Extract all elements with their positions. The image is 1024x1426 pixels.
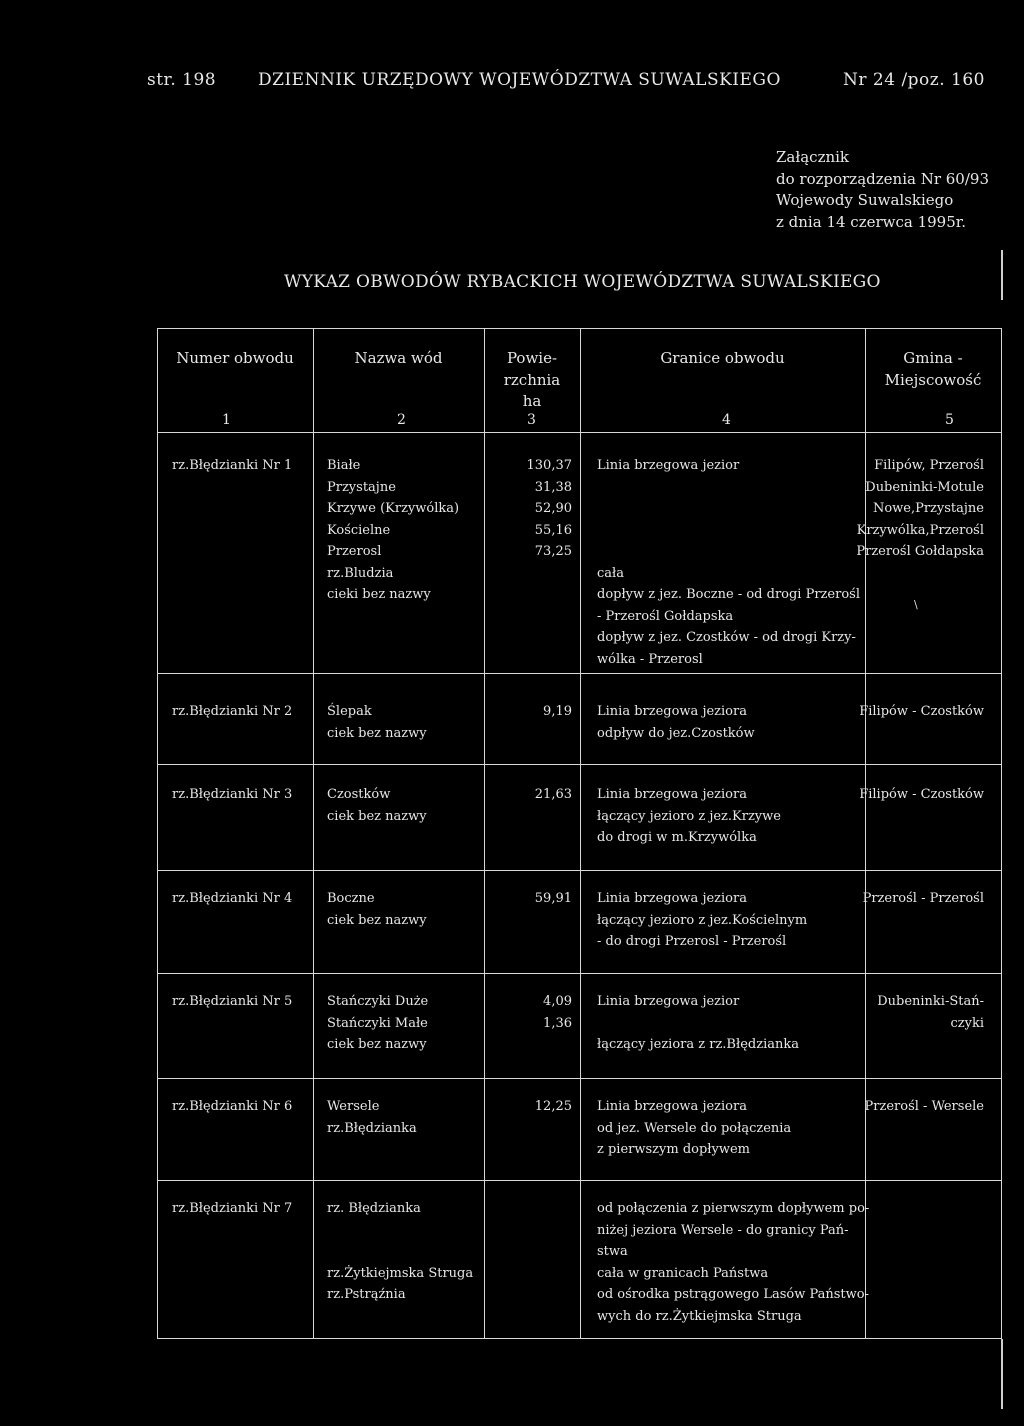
table-row-6-gmina: Przerośl - Wersele [864,1099,984,1114]
table-row-2-gmina: Filipów - Czostków [859,704,984,719]
table-row-6-numer: rz.Błędzianki Nr 6 [172,1099,293,1114]
journal-title: DZIENNIK URZĘDOWY WOJEWÓDZTWA SUWALSKIEGO [258,70,781,90]
column-number: 1 [222,412,231,428]
table-row-4-nazwa: Boczne ciek bez nazwy [327,891,427,928]
table-row-3-granice: Linia brzegowa jeziora łączący jezioro z jez.Krzywe do drogi w m.Krzywólka [597,787,781,845]
table-row-4-gmina: Przerośl - Przerośl [862,891,984,906]
column-border [1001,328,1002,1339]
table-row-2-nazwa: Ślepak ciek bez nazwy [327,704,427,741]
table-row-6-granice: Linia brzegowa jeziora od jez. Wersele do połączenia z pierwszym dopływem [597,1099,792,1157]
table-row-5-nazwa: Stańczyki Duże Stańczyki Małe ciek bez nazwy [327,994,429,1052]
header-powierzchnia: Powie- rzchnia ha [503,349,561,410]
table-row-4-powierzchnia: 59,91 [534,891,572,906]
scan-edge-mark [1001,250,1003,300]
table-row-3-powierzchnia: 21,63 [534,787,572,802]
column-border [580,328,581,1339]
column-number: 2 [397,412,406,428]
table-row-6-nazwa: Wersele rz.Błędzianka [327,1099,417,1136]
table-row-1-powierzchnia: 130,37 31,38 52,90 55,16 73,25 [526,458,572,559]
table-row-5-numer: rz.Błędzianki Nr 5 [172,994,293,1009]
column-border [484,328,485,1339]
table-row-1-nazwa: Białe Przystajne Krzywe (Krzywólka) Kościelne Przerosl rz.Bludzia cieki bez nazwy [327,458,460,602]
table-row-7-granice: od połączenia z pierwszym dopływem po- niżej jeziora Wersele - do granicy Pań- stwa cała w granicach Państwa od ośrodka pstrągowego Lasów Państwo- wych do rz.Żytkiejmska Struga [597,1201,870,1324]
annex-line: z dnia 14 czerwca 1995r. [776,212,967,231]
column-number: 3 [527,412,536,428]
table-row-1-gmina: Filipów, Przerośl Dubeninki-Motule Nowe,Przystajne Krzywólka,Przerośl Przerośl Gołdapska [856,458,984,559]
header-granice-obwodu: Granice obwodu [660,349,785,367]
scan-edge-mark [1001,1339,1003,1409]
column-border [157,328,158,1339]
table-row-3-gmina: Filipów - Czostków [859,787,984,802]
issue-number: Nr 24 /poz. 160 [843,70,985,90]
column-number: 5 [945,412,954,428]
table-row-7-nazwa: rz. Błędzianka rz.Żytkiejmska Struga rz.Pstrąźnia [327,1201,474,1302]
annex-line: Załącznik [776,148,850,166]
table-row-4-numer: rz.Błędzianki Nr 4 [172,891,293,906]
table-row-2-granice: Linia brzegowa jeziora odpływ do jez.Czostków [597,704,755,741]
header-gmina: Gmina - Miejscowość [884,349,982,389]
table-row-5-gmina: Dubeninki-Stań- czyki [877,994,984,1031]
annex-note [776,146,989,232]
table-row-5-powierzchnia: 4,09 1,36 [543,994,572,1031]
column-number: 4 [722,412,731,428]
table-row-6-powierzchnia: 12,25 [534,1099,572,1114]
header-nazwa-wod: Nazwa wód [354,349,443,367]
table-row-1-numer: rz.Błędzianki Nr 1 [172,458,293,473]
document-title: WYKAZ OBWODÓW RYBACKICH WOJEWÓDZTWA SUWALSKIEGO [284,272,881,292]
table-row-7-numer: rz.Błędzianki Nr 7 [172,1201,293,1216]
table-row-5-granice: Linia brzegowa jezior łączący jeziora z rz.Błędzianka [597,994,799,1052]
table-row-2-powierzchnia: 9,19 [543,704,572,719]
table-row-3-nazwa: Czostków ciek bez nazwy [327,787,427,824]
annex-line: Wojewody Suwalskiego [776,191,954,209]
header-numer-obwodu: Numer obwodu [176,349,294,367]
table-row-1-granice: Linia brzegowa jezior cała dopływ z jez. Boczne - od drogi Przerośl - Przerośl Gołdapska dopływ z jez. Czostków - od drogi Krzy- wólka - Przerosl [597,458,860,667]
table-row-3-numer: rz.Błędzianki Nr 3 [172,787,293,802]
annex-line: do rozporządzenia Nr 60/93 [776,169,989,188]
page-number: str. 198 [147,70,217,90]
table-row-4-granice: Linia brzegowa jeziora łączący jezioro z jez.Kościelnym - do drogi Przerosl - Przerośl [597,891,808,949]
table-row-2-numer: rz.Błędzianki Nr 2 [172,704,293,719]
column-border [313,328,314,1339]
stray-mark: \ [914,598,918,611]
